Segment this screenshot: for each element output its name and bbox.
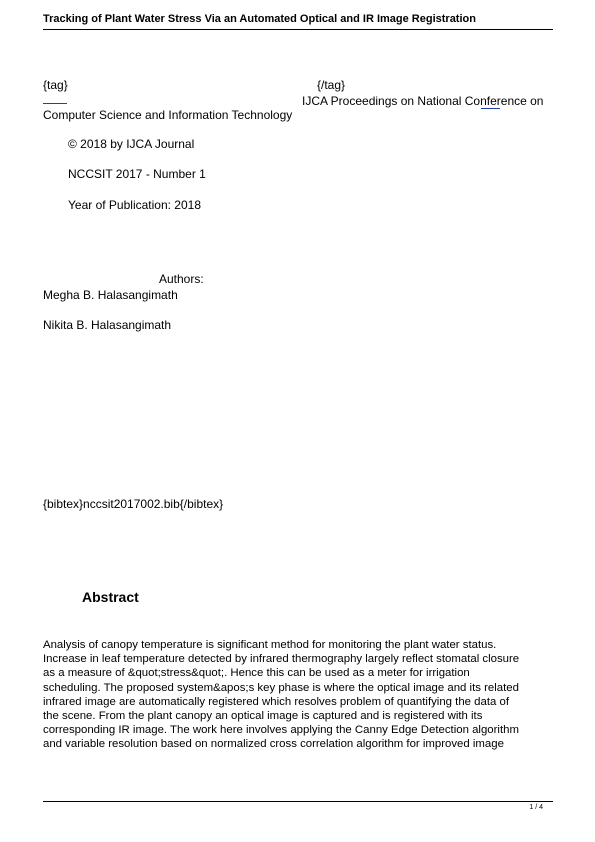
link-underline-right[interactable]: [481, 108, 500, 109]
tag-open: {tag}: [43, 78, 68, 92]
document-header-title: Tracking of Plant Water Stress Via an Automated Optical and IR Image Registration: [43, 13, 476, 25]
abstract-line: and variable resolution based on normalized cross correlation algorithm for improved image: [43, 738, 504, 751]
publication-year: Year of Publication: 2018: [68, 198, 201, 212]
header-divider: [43, 29, 553, 30]
abstract-line: the scene. From the plant canopy an optical image is captured and is registered with its: [43, 710, 483, 723]
abstract-line: corresponding IR image. The work here involves applying the Canny Edge Detection algorithm: [43, 724, 519, 737]
abstract-line: scheduling. The proposed system&apos;s key phase is where the optical image and its related: [43, 681, 519, 694]
abstract-body: [43, 638, 553, 752]
copyright-text: © 2018 by IJCA Journal: [68, 137, 195, 151]
abstract-heading: Abstract: [82, 589, 139, 605]
bibtex-reference: {bibtex}nccsit2017002.bib{/bibtex}: [43, 497, 224, 511]
abstract-line: Analysis of canopy temperature is significant method for monitoring the plant water status.: [43, 639, 497, 651]
author-name: Megha B. Halasangimath: [43, 288, 178, 302]
link-underline-left[interactable]: [43, 103, 67, 104]
footer-divider: [43, 801, 553, 802]
author-name: Nikita B. Halasangimath: [43, 318, 172, 332]
abstract-line: as a measure of &quot;stress&quot;. Hence this can be used as a meter for irrigation: [43, 667, 470, 680]
authors-label: Authors:: [159, 272, 204, 286]
proceedings-line-2: Computer Science and Information Technology: [43, 108, 293, 122]
abstract-line: Increase in leaf temperature detected by infrared thermography largely reflect stomatal closure: [43, 653, 520, 666]
page-number: 1 / 4: [529, 804, 543, 811]
proceedings-line-1: IJCA Proceedings on National Conference on: [302, 94, 544, 108]
issue-text: NCCSIT 2017 - Number 1: [68, 167, 206, 181]
abstract-line: infrared image are automatically registered which resolves problem of quantifying the data of: [43, 695, 509, 708]
tag-close: {/tag}: [317, 78, 346, 92]
